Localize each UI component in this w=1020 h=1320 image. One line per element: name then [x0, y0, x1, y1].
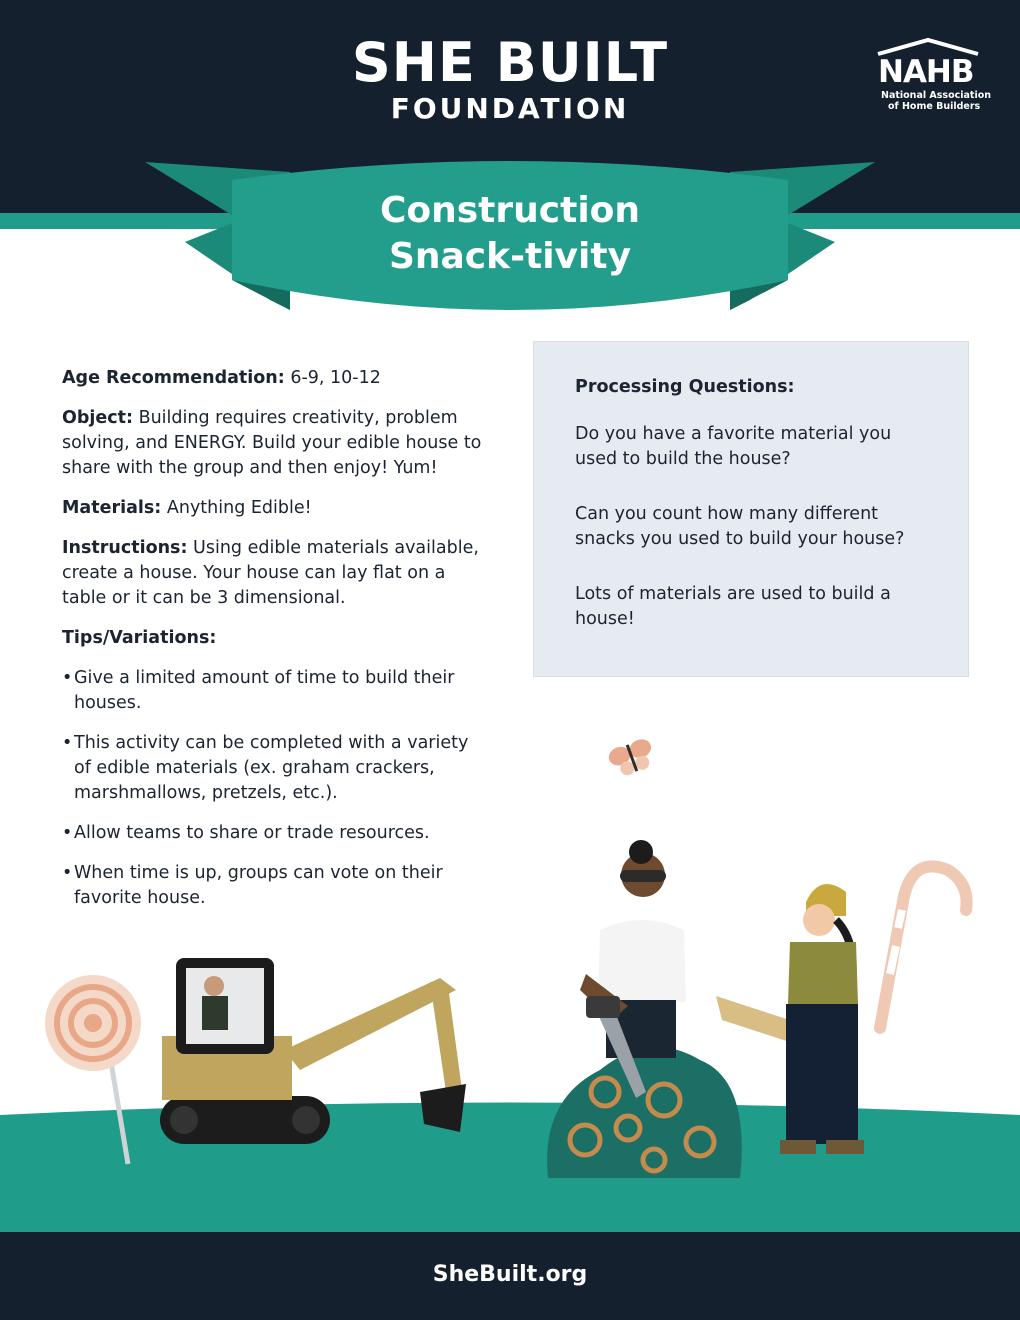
object-label: Object:	[62, 408, 134, 428]
activity-title-line2: Snack-tivity	[388, 236, 632, 277]
construction-illustration	[0, 720, 1020, 1232]
instructions-paragraph	[62, 536, 482, 611]
object-paragraph	[62, 406, 482, 481]
ground-hill	[0, 1103, 1020, 1233]
tip-item: • This activity can be completed with a variety of edible materials (ex. graham crackers, marshmallows, pretzels, etc.).	[62, 731, 482, 806]
age-value: 6-9, 10-12	[284, 368, 381, 388]
activity-title-line1: Construction	[379, 190, 641, 231]
instructions-label: Instructions:	[62, 538, 188, 558]
materials-label: Materials:	[62, 498, 162, 518]
processing-question: Do you have a favorite material you used to build the house?	[575, 424, 892, 469]
footer-website-link[interactable]: SheBuilt.org	[432, 1262, 588, 1287]
nahb-logo-line2: of Home Builders	[888, 101, 981, 112]
age-recommendation	[62, 366, 482, 391]
instructions-value: Using edible materials available, create a house. Your house can lay flat on a table or it can be 3 dimensional.	[62, 538, 479, 608]
nahb-logo-line1: National Association	[881, 90, 991, 101]
pretzel-pile-icon	[547, 1047, 742, 1178]
processing-questions-box	[533, 341, 969, 677]
tip-item: • When time is up, groups can vote on their favorite house.	[62, 861, 482, 911]
she-built-logo-subtitle: FOUNDATION	[390, 92, 630, 125]
activity-title	[0, 188, 1020, 280]
materials-value: Anything Edible!	[161, 498, 312, 518]
processing-question: Can you count how many different snacks you used to build your house?	[575, 504, 905, 549]
processing-questions-title: Processing Questions:	[575, 377, 795, 397]
tip-item: • Give a limited amount of time to build their houses.	[62, 666, 482, 716]
nahb-logo-word: NAHB	[878, 54, 974, 90]
candy-cane-icon	[880, 866, 967, 1028]
object-value: Building requires creativity, problem solving, and ENERGY. Build your edible house to share with the group and then enjoy! Yum!	[62, 408, 482, 478]
tip-item: • Allow teams to share or trade resources.	[62, 821, 482, 846]
tips-heading: Tips/Variations:	[62, 628, 217, 648]
butterfly-icon	[606, 736, 658, 779]
processing-question: Lots of materials are used to build a house!	[575, 584, 891, 629]
she-built-logo-title: SHE BUILT	[351, 31, 669, 94]
materials-paragraph	[62, 496, 482, 521]
age-label: Age Recommendation:	[62, 368, 285, 388]
